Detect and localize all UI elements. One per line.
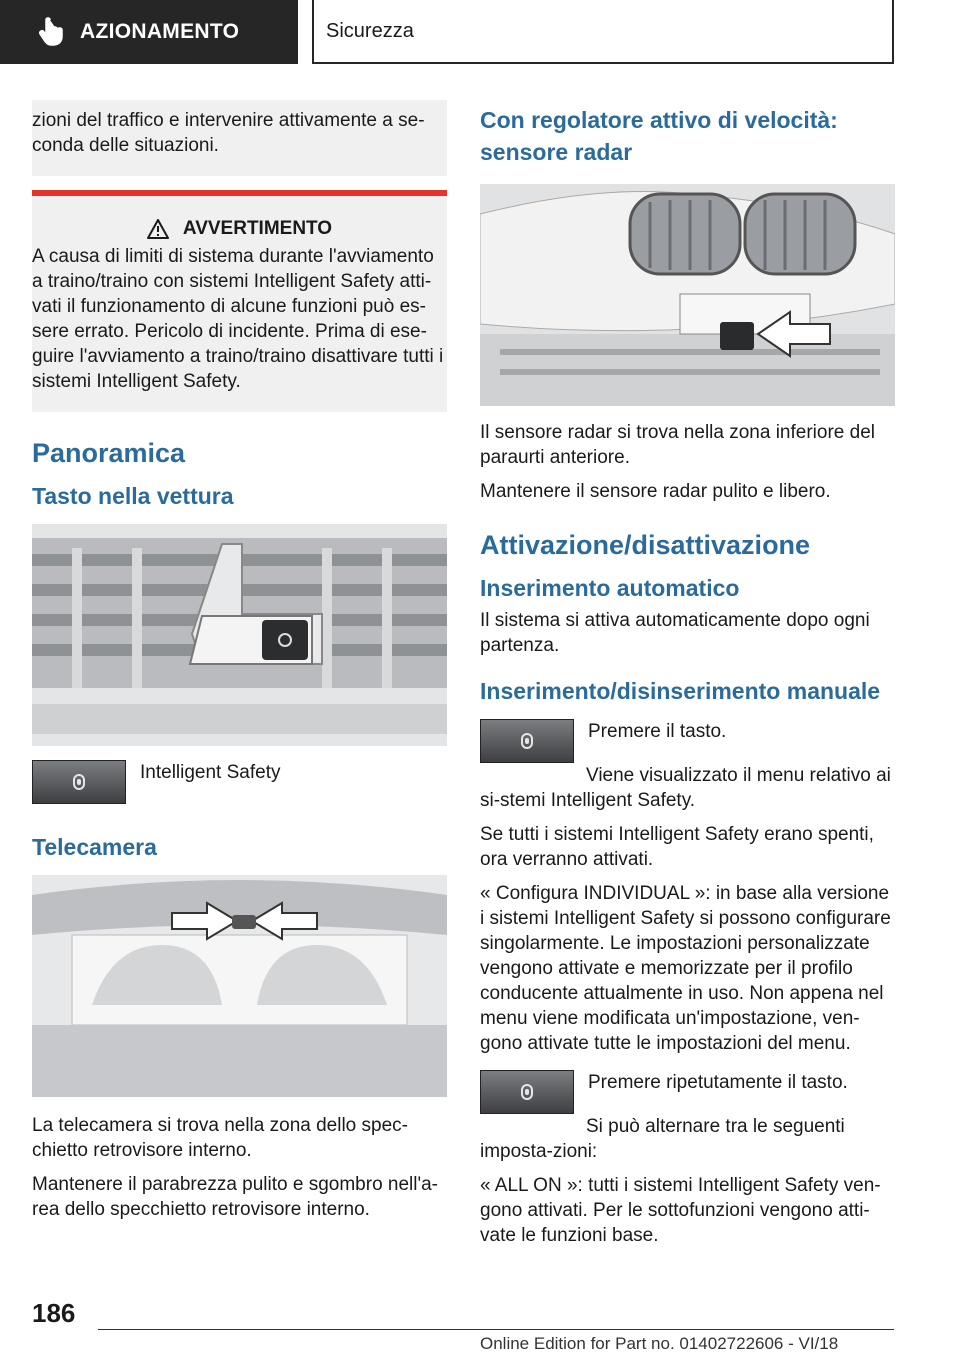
step1-result: Viene visualizzato il menu relativo ai si-stemi Intelligent Safety.	[480, 765, 891, 811]
button-caption: Intelligent Safety	[140, 762, 281, 783]
hand-pointer-icon	[38, 17, 66, 47]
footer-divider	[98, 1329, 894, 1330]
heading-button-in-car: Tasto nella vettura	[32, 483, 234, 509]
warning-triangle-icon	[147, 219, 169, 239]
step2-result: Si può alternare tra le seguenti imposta-zioni:	[480, 1116, 845, 1162]
all-on-text: « ALL ON »: tutti i sistemi Intelligent Safety ven-gono attivati. Per le sottofunzioni vengono atti-vate le funzioni base.	[480, 1175, 881, 1246]
grille-illustration	[32, 524, 447, 746]
radar-illustration	[480, 184, 895, 406]
heading-overview: Panoramica	[32, 438, 186, 468]
step2-text: Premere ripetutamente il tasto.	[588, 1072, 848, 1093]
individual-config-text: « Configura INDIVIDUAL »: in base alla versione i sistemi Intelligent Safety si possono configurare singolarmente. Le impostazioni personalizzate vengono attivate e memorizzate per il profilo conducente attualmente in uso. Non appena nel menu viene modificata un'impostazione, ven-gono attivate tutte le impostazioni del menu.	[480, 883, 891, 1054]
page-number: 186	[32, 1298, 76, 1328]
camera-illustration	[32, 875, 447, 1097]
heading-automatic: Inserimento automatico	[480, 575, 740, 601]
camera-maintenance-text: Mantenere il parabrezza pulito e sgombro nell'a-rea dello specchietto retrovisore interno.	[32, 1174, 439, 1220]
intelligent-safety-button-icon	[480, 1070, 574, 1114]
heading-manual: Inserimento/disinserimento manuale	[480, 678, 881, 704]
heading-camera: Telecamera	[32, 834, 157, 860]
edition-text: Online Edition for Part no. 01402722606 - VI/18	[480, 1334, 839, 1353]
warning-title	[32, 218, 447, 240]
radar-image	[480, 184, 895, 406]
intelligent-safety-button-icon	[480, 719, 574, 763]
heading-radar-sensor: Con regolatore attivo di velocità: sensore radar	[480, 107, 838, 165]
manual-activation-text: Se tutti i sistemi Intelligent Safety erano spenti, ora verranno attivati.	[480, 824, 874, 870]
intelligent-safety-button-icon	[32, 760, 126, 804]
intro-text: zioni del traffico e intervenire attivamente a se-conda delle situazioni.	[32, 110, 425, 156]
chapter-tab[interactable]	[0, 0, 298, 64]
camera-location-text: La telecamera si trova nella zona dello spec-chietto retrovisore interno.	[32, 1115, 408, 1161]
warning-box	[32, 190, 447, 412]
automatic-text: Il sistema si attiva automaticamente dopo ogni partenza.	[480, 610, 870, 656]
warning-text: A causa di limiti di sistema durante l'avviamento a traino/traino con sistemi Intelligent Safety atti-vati il funzionamento di alcune funzioni può es-sere errato. Pericolo di incidente. Prima di ese-guire l'avviamento a traino/traino disattivare tutti i sistemi Intelligent Safety.	[32, 246, 444, 392]
manual-step-2	[480, 1070, 895, 1114]
button-legend	[32, 760, 447, 804]
camera-image	[32, 875, 447, 1097]
section-title: Sicurezza	[312, 0, 894, 64]
radar-maintenance-text: Mantenere il sensore radar pulito e libero.	[480, 481, 831, 502]
right-column	[480, 100, 895, 1257]
continued-box	[32, 100, 447, 176]
chapter-label: AZIONAMENTO	[80, 20, 240, 43]
radar-location-text: Il sensore radar si trova nella zona inferiore del paraurti anteriore.	[480, 422, 875, 468]
heading-activation: Attivazione/disattivazione	[480, 530, 811, 560]
manual-step-1	[480, 719, 895, 763]
grille-button-image	[32, 524, 447, 746]
step1-text: Premere il tasto.	[588, 721, 727, 742]
left-column	[32, 100, 447, 1231]
warning-title-text: AVVERTIMENTO	[182, 218, 333, 239]
